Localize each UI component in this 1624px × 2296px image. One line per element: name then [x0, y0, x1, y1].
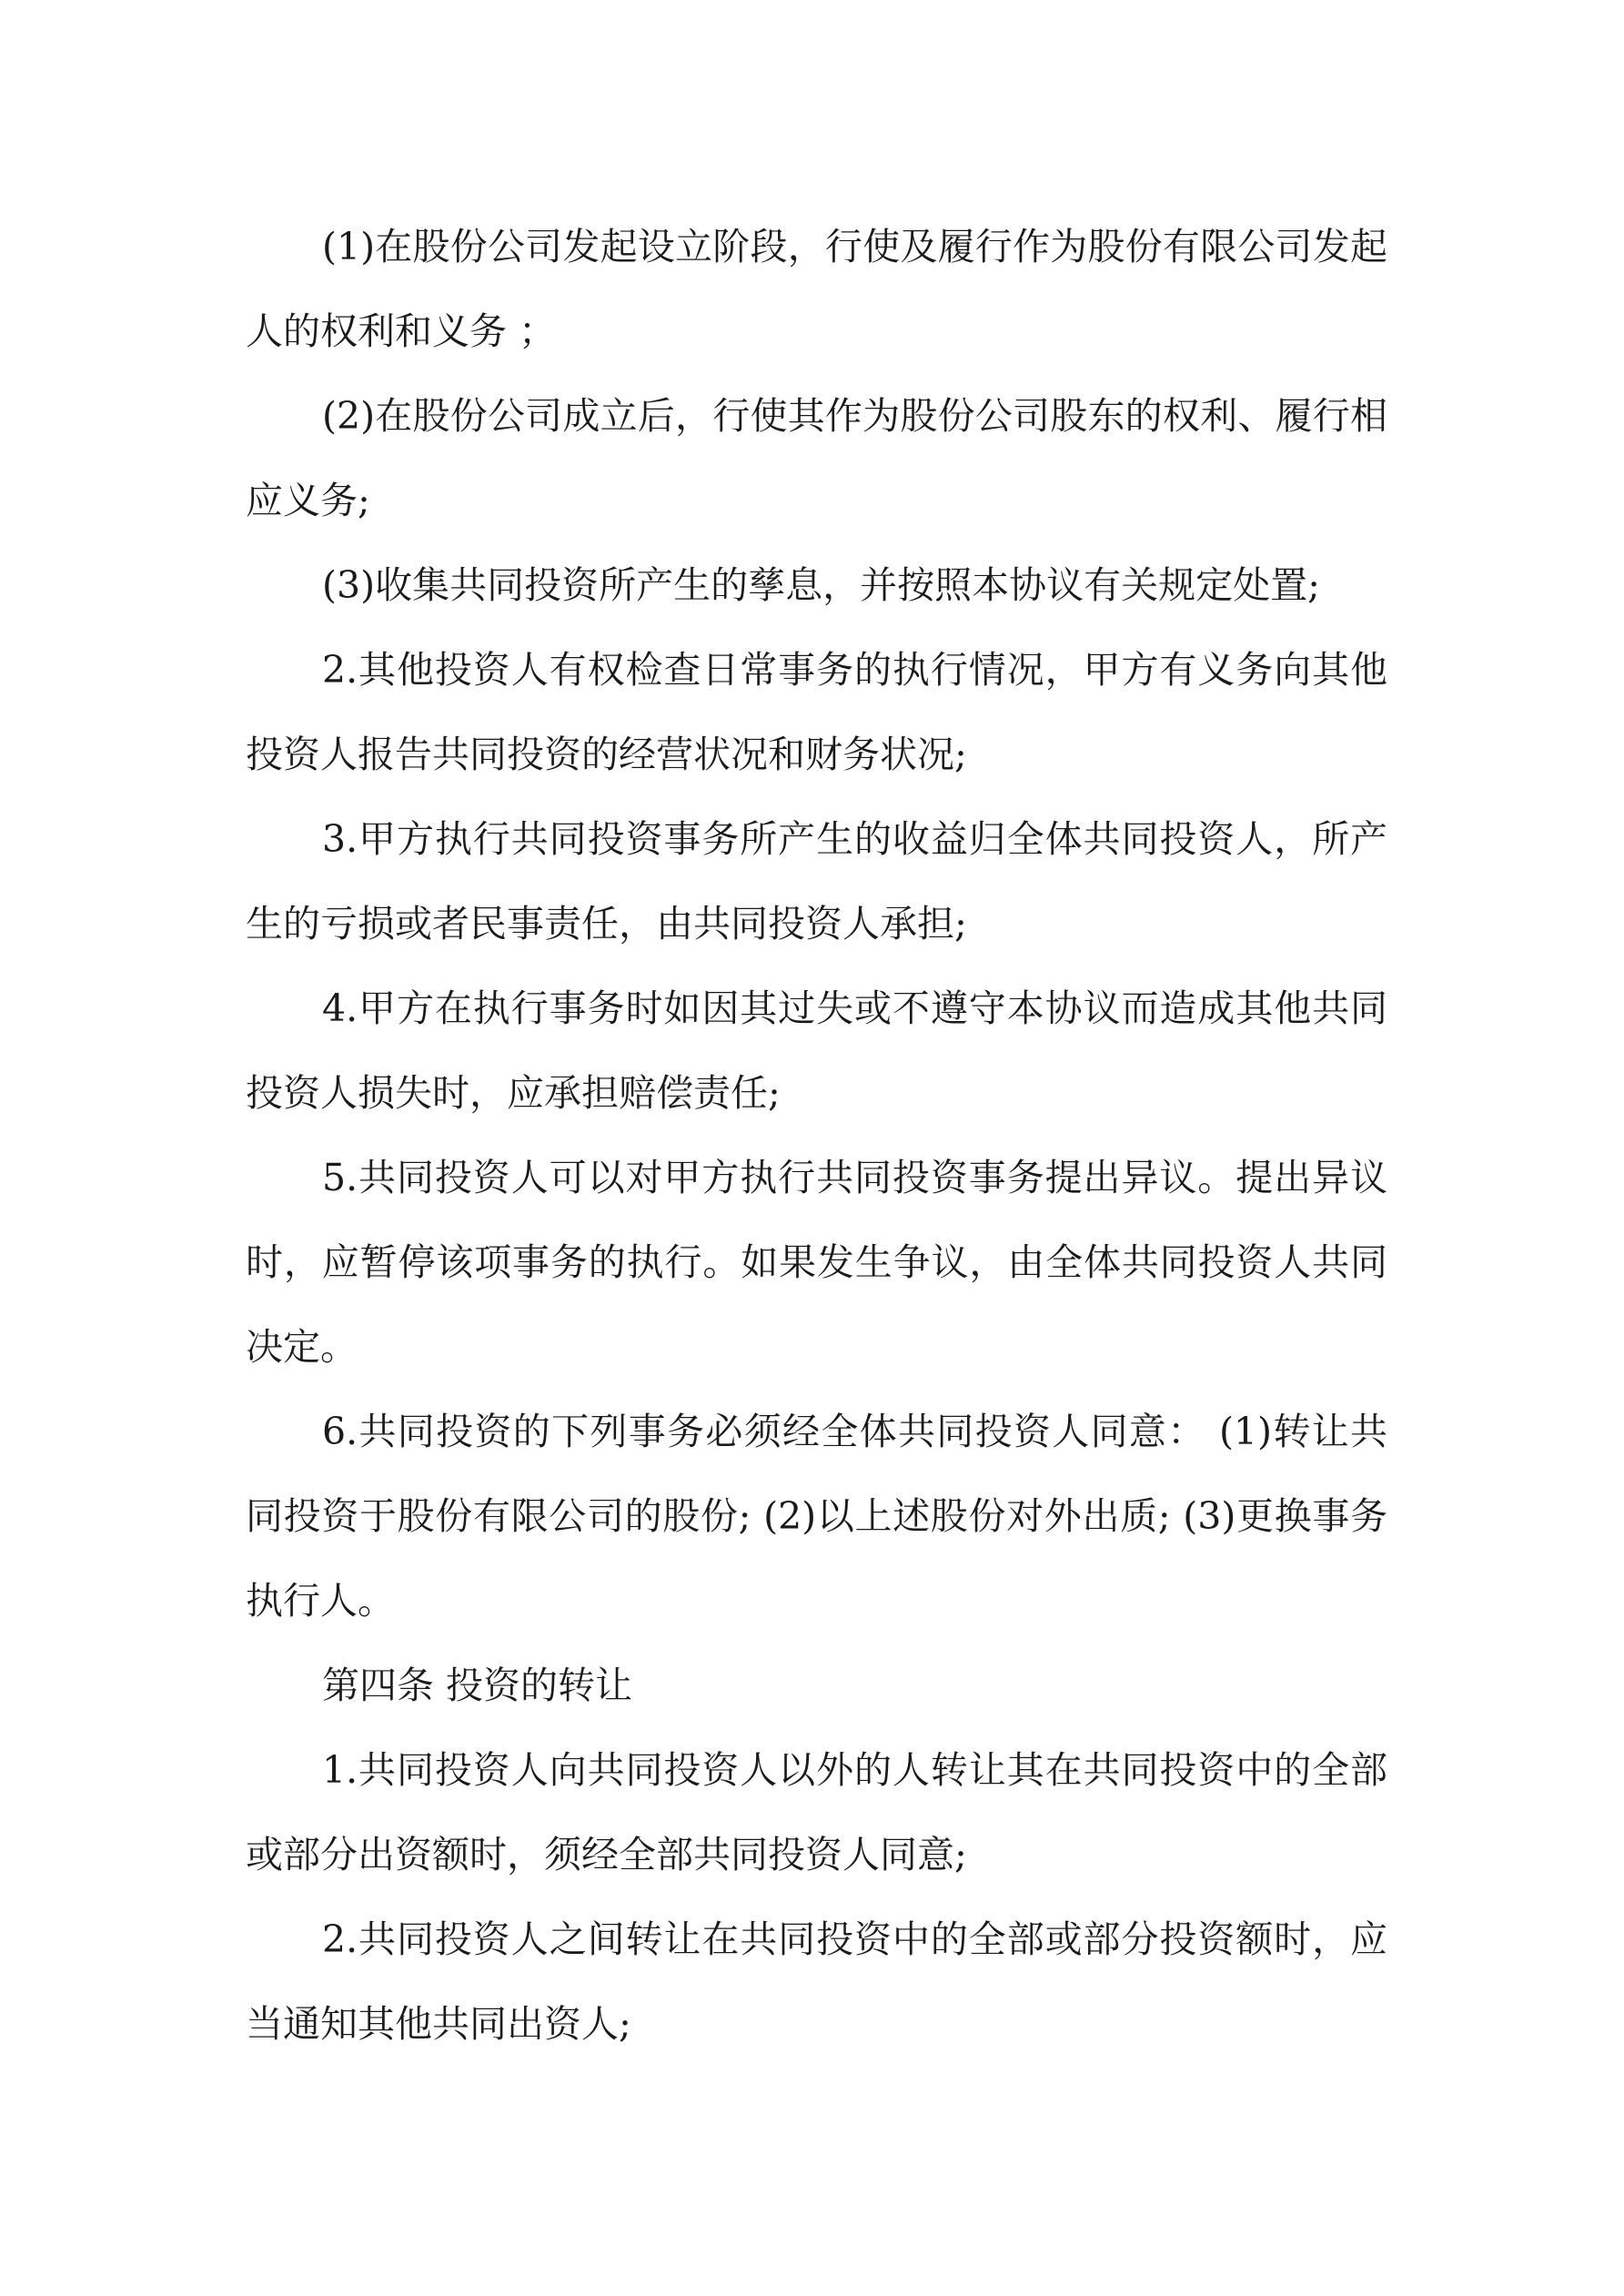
paragraph-transfer-1: 1.共同投资人向共同投资人以外的人转让其在共同投资中的全部或部分出资额时，须经全部共同投资人同意; [246, 1748, 1387, 1876]
paragraph-transfer-2: 2.共同投资人之间转让在共同投资中的全部或部分投资额时，应当通知其他共同出资人; [246, 1917, 1387, 2046]
paragraph-4: 4.甲方在执行事务时如因其过失或不遵守本协议而造成其他共同投资人损失时，应承担赔偿责任; [246, 986, 1387, 1115]
paragraph-1-2: (2)在股份公司成立后，行使其作为股份公司股东的权利、履行相应义务; [246, 394, 1387, 522]
paragraph-5: 5.共同投资人可以对甲方执行共同投资事务提出异议。提出异议时，应暂停该项事务的执行。如果发生争议，由全体共同投资人共同决定。 [246, 1156, 1387, 1369]
document-body [246, 205, 1387, 2067]
paragraph-3: 3.甲方执行共同投资事务所产生的收益归全体共同投资人，所产生的亏损或者民事责任，由共同投资人承担; [246, 817, 1387, 946]
paragraph-1-1: (1)在股份公司发起设立阶段，行使及履行作为股份有限公司发起人的权利和义务 ； [246, 225, 1387, 353]
section-heading-article-4: 第四条 投资的转让 [322, 1664, 633, 1707]
paragraph-2: 2.其他投资人有权检查日常事务的执行情况，甲方有义务向其他投资人报告共同投资的经营状况和财务状况; [246, 648, 1387, 776]
paragraph-1-3: (3)收集共同投资所产生的孳息，并按照本协议有关规定处置; [322, 563, 1320, 607]
paragraph-6: 6.共同投资的下列事务必须经全体共同投资人同意： (1)转让共同投资于股份有限公司的股份; (2)以上述股份对外出质; (3)更换事务执行人。 [246, 1410, 1387, 1623]
